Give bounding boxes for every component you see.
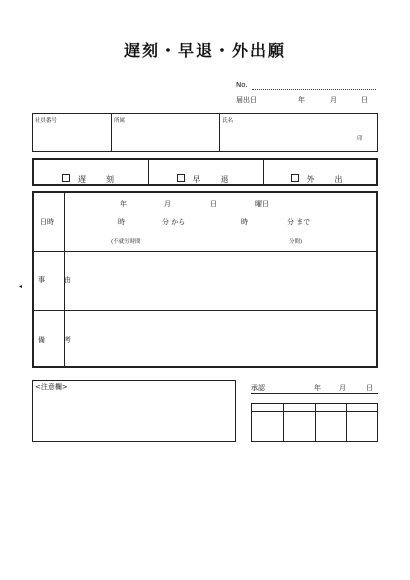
stamp-cell[interactable] — [347, 412, 377, 441]
no-label: No. — [236, 81, 248, 89]
details-box — [32, 191, 378, 368]
approval-underline — [251, 393, 378, 394]
approval-day: 日 — [366, 384, 373, 392]
checkbox-icon[interactable] — [291, 174, 299, 182]
reason-field[interactable] — [65, 252, 376, 309]
approval-month: 月 — [339, 384, 346, 392]
dt-end-hour: 時 — [241, 218, 248, 226]
filing-year: 年 — [298, 96, 305, 104]
category-early-leave[interactable]: 早 退 — [148, 167, 263, 186]
remarks-label: 備 考 — [38, 336, 77, 344]
approval-year: 年 — [314, 384, 321, 392]
reason-label: 事 由 — [38, 276, 77, 284]
checkbox-icon[interactable] — [62, 174, 70, 182]
no-field[interactable] — [252, 85, 376, 90]
dt-weekday: 曜日 — [255, 200, 269, 208]
stamp-cell[interactable] — [252, 412, 283, 441]
name-label: 氏名 — [222, 118, 234, 124]
dt-start-minute: 分 から — [162, 218, 186, 226]
dt-month: 月 — [164, 200, 171, 208]
side-marker-icon: ◂ — [19, 283, 23, 290]
stamp-cell[interactable] — [316, 412, 346, 441]
seal-mark: 印 — [357, 136, 363, 142]
approval-stamp-table — [251, 403, 378, 442]
employee-number-label: 社員番号 — [35, 118, 58, 124]
approval-label: 承認 — [251, 384, 265, 392]
datetime-label: 日時 — [40, 218, 54, 226]
divider — [219, 114, 220, 151]
checkbox-icon[interactable] — [177, 174, 185, 182]
category-late[interactable]: 遅 刻 — [34, 167, 148, 186]
filing-date-label: 届出日 — [236, 96, 257, 104]
absence-time-label: (不就労時間 — [111, 239, 141, 245]
divider — [111, 114, 112, 151]
department-label: 所属 — [114, 118, 126, 124]
stamp-cell[interactable] — [284, 412, 315, 441]
category-going-out[interactable]: 外 出 — [263, 167, 376, 186]
dt-end-minute: 分 まで — [287, 218, 311, 226]
dt-day: 日 — [210, 200, 217, 208]
dt-year: 年 — [120, 200, 127, 208]
notes-box[interactable] — [32, 380, 236, 442]
notes-label: <注意欄> — [35, 383, 68, 391]
remarks-field[interactable] — [65, 311, 376, 366]
dt-start-hour: 時 — [118, 218, 125, 226]
category-box — [32, 158, 378, 186]
filing-day: 日 — [361, 96, 368, 104]
absence-time-unit: 分間) — [289, 239, 303, 245]
employee-info-box — [32, 113, 378, 152]
form-title: 遅刻・早退・外出願 — [123, 41, 286, 60]
filing-month: 月 — [330, 96, 337, 104]
